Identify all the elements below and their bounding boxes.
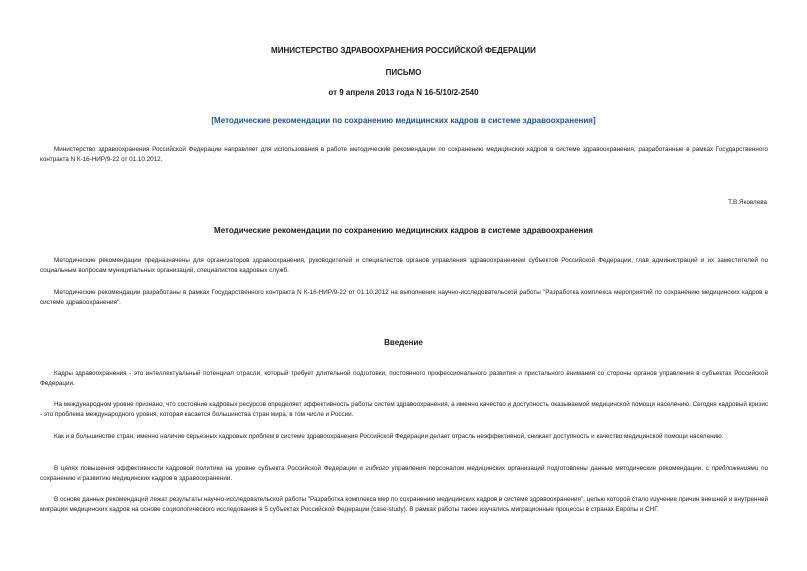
recommendations-paragraph-1: Методические рекомендации предназначены для организаторов здравоохранения, руководителей и специалистов органов управления здравоохранением субъектов Российской Федерации, глав администраций и их заместителей по социальным вопросам муниципальных организаций, специалистов кадровых служб. (40, 257, 768, 274)
document-date-number: от 9 апреля 2013 года N 16-5/10/2-2540 (328, 88, 479, 97)
p4-part-c: управления персоналом медицинских организаций подготовлены данные методические рекомендации, с (388, 465, 712, 472)
introduction-paragraph-5: В основе данных рекомендаций лежат результаты научно-исследовательской работы "Разработка комплекса мер по сохранению медицинских кадров в системе здравоохранения", целью которой стало изучение причин внешней и внутренней миграции медицинских кадров на основе социологического исследования в 5 субъектах Российской Федерации (case-study). В рамках работы также изучались миграционные процессы в странах Европы и СНГ. (40, 496, 768, 513)
introduction-paragraph-4 (40, 464, 768, 484)
subject-link[interactable]: [Методические рекомендации по сохранению медицинских кадров в системе здравоохранения] (211, 116, 596, 125)
p4-part-a: В целях повышения эффективности кадровой политики на уровне субъекта Российской Федерации и (54, 465, 366, 472)
p4-part-e: по сохранению и развитию медицинских кадров в здравоохранении. (40, 465, 768, 482)
recommendations-title: Методические рекомендации по сохранению медицинских кадров в системе здравоохранения (214, 226, 593, 235)
introduction-paragraph-1: Кадры здравоохранения - это интеллектуальный потенциал отрасли, который требует длительной подготовки, постоянного профессионального развития и пристального внимания со стороны органов управления в субъектах Российской Федерации. (40, 370, 768, 387)
document-type: ПИСЬМО (385, 68, 422, 77)
recommendations-paragraph-2: Методические рекомендации разработаны в рамках Государственного контракта N К-16-НИР/9-22 от 01.10.2012 на выполнение научно-исследовательской работы "Разработка комплекса мероприятий по сохранению медицинских кадров в системе здравоохранения". (40, 289, 768, 306)
p4-italic-proposals: предложениями (711, 465, 759, 472)
ministry-heading: МИНИСТЕРСТВО ЗДРАВООХРАНЕНИЯ РОССИЙСКОЙ ФЕДЕРАЦИИ (271, 46, 536, 55)
signature: Т.В.Яковлева (728, 199, 767, 206)
introduction-title: Введение (384, 338, 423, 347)
introduction-paragraph-3: Как и в большинстве стран, именно наличие серьезных кадровых проблем в системе здравоохранения Российской Федерации делает отрасль неэффективной, снижает доступность и качество медицинской помощи населению. (54, 433, 724, 440)
p4-italic-flexible: гибкого (365, 465, 389, 472)
intro-paragraph: Министерство здравоохранения Российской Федерации направляет для использования в работе методические рекомендации по сохранению медицинских кадров в системе здравоохранения, разработанные в рамках Государственного контракта N К-16-НИР/9-22 от 01.10.2012. (40, 146, 768, 163)
introduction-paragraph-2: На международном уровне признано, что состояние кадровых ресурсов определяет эффективность работы систем здравоохранения, а именно качество и доступность оказываемой медицинской помощи населению. Сегодня кадровый кризис - это проблема международного уровня, которая касается большинства стран мира, в том числе и России. (40, 401, 768, 418)
